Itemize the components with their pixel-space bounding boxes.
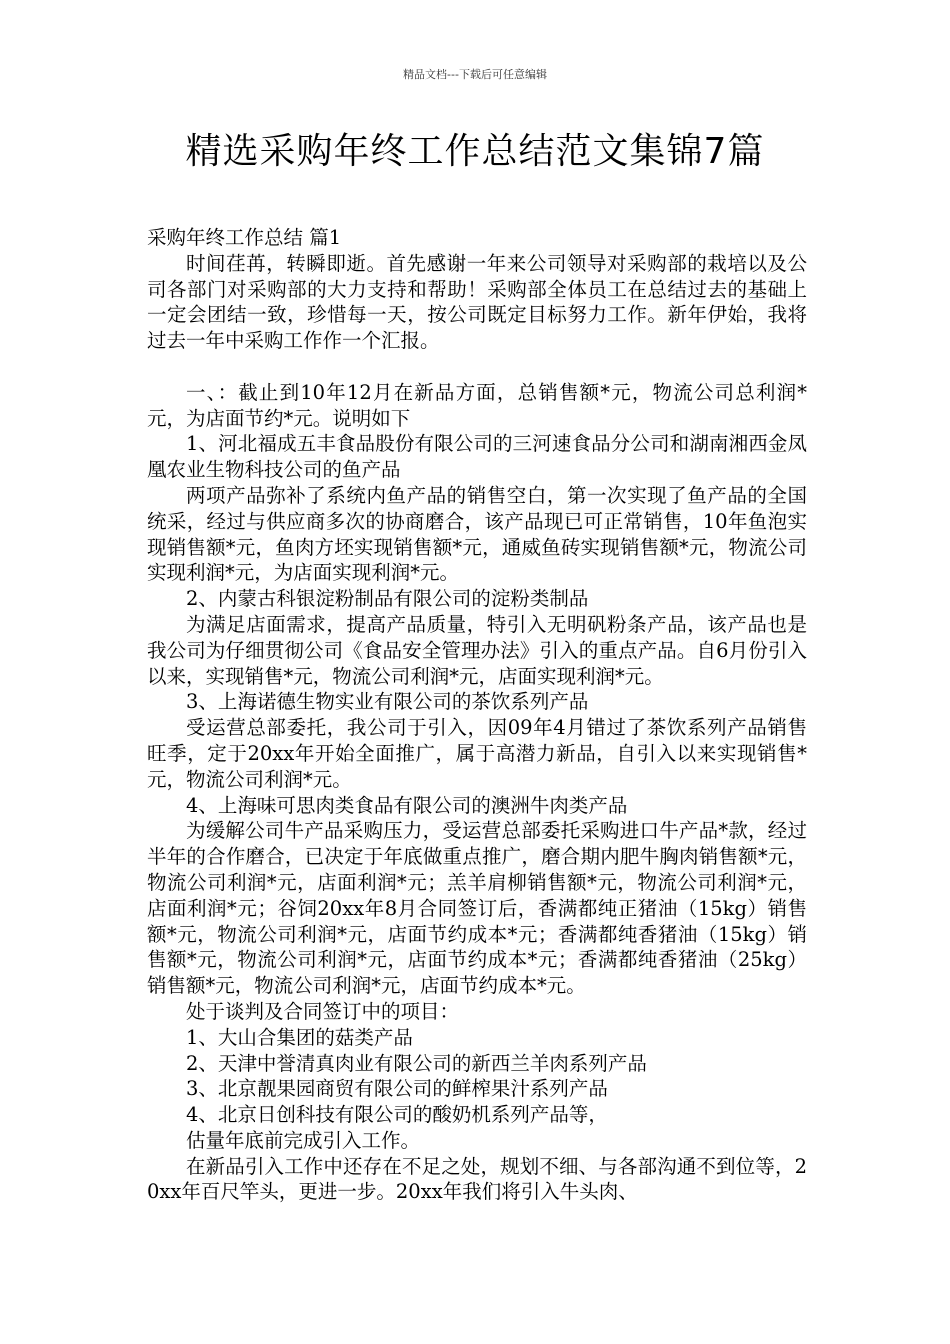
document-paragraph: 采购年终工作总结 篇1 [147,226,342,249]
paragraph-spacer [147,354,807,380]
document-paragraph: 处于谈判及合同签订中的项目： [186,999,460,1023]
document-paragraph: 1、大山合集团的菇类产品 [186,1025,413,1049]
document-paragraph: 两项产品弥补了系统内鱼产品的销售空白，第一次实现了鱼产品的全国统采，经过与供应商多次的协商磨合，该产品现已可正常销售，10年鱼泡实现销售额*元，鱼肉方坯实现销售额*元，通威鱼砖实现销售额*元，物流公司实现利润*元，为店面实现利润*元。 [147,483,807,585]
document-paragraph: 3、上海诺德生物实业有限公司的茶饮系列产品 [186,690,589,714]
document-paragraph: 为缓解公司牛产品采购压力，受运营总部委托采购进口牛产品*款，经过半年的合作磨合，已决定于年底做重点推广，磨合期内肥牛胸肉销售额*元，物流公司利润*元，店面利润*元；羔羊肩柳销售额*元，物流公司利润*元，店面利润*元；谷饲20xx年8月合同签订后，香满都纯正猪油（15kg）销售额*元，物流公司利润*元，店面节约成本*元；香满都纯香猪油（15kg）销售额*元，物流公司利润*元，店面节约成本*元；香满都纯香猪油（25kg）销售额*元，物流公司利润*元，店面节约成本*元。 [147,819,807,998]
document-paragraph: 时间荏苒，转瞬即逝。首先感谢一年来公司领导对采购部的栽培以及公司各部门对采购部的大力支持和帮助！采购部全体员工在总结过去的基础上一定会团结一致，珍惜每一天，按公司既定目标努力工作。新年伊始，我将过去一年中采购工作作一个汇报。 [147,251,807,353]
document-paragraph: 4、北京日创科技有限公司的酸奶机系列产品等， [186,1103,608,1127]
document-paragraph: 2、内蒙古科银淀粉制品有限公司的淀粉类制品 [186,587,589,611]
document-body [147,225,807,1205]
document-paragraph: 受运营总部委托，我公司于引入，因09年4月错过了茶饮系列产品销售旺季，定于20xx年开始全面推广，属于高潜力新品，自引入以来实现销售*元，物流公司利润*元。 [147,716,807,791]
page-header-note: 精品文档---下载后可任意编辑 [403,68,547,81]
document-title: 精选采购年终工作总结范文集锦7篇 [185,131,765,172]
document-paragraph: 估量年底前完成引入工作。 [186,1128,421,1152]
document-paragraph: 在新品引入工作中还存在不足之处，规划不细、与各部沟通不到位等，20xx年百尺竿头，更进一步。20xx年我们将引入牛头肉、 [147,1154,807,1204]
document-paragraph: 为满足店面需求，提高产品质量，特引入无明矾粉条产品，该产品也是我公司为仔细贯彻公司《食品安全管理办法》引入的重点产品。自6月份引入以来，实现销售*元，物流公司利润*元，店面实现利润*元。 [147,612,807,688]
document-paragraph: 4、上海味可思肉类食品有限公司的澳洲牛肉类产品 [186,793,628,817]
document-paragraph: 2、天津中誉清真肉业有限公司的新西兰羊肉系列产品 [186,1051,647,1075]
document-paragraph: 3、北京靓果园商贸有限公司的鲜榨果汁系列产品 [186,1077,608,1101]
document-paragraph: 一、：截止到10年12月在新品方面，总销售额*元，物流公司总利润*元，为店面节约*元。说明如下 [147,380,807,430]
document-paragraph: 1、河北福成五丰食品股份有限公司的三河速食品分公司和湖南湘西金凤凰农业生物科技公司的鱼产品 [147,432,807,482]
